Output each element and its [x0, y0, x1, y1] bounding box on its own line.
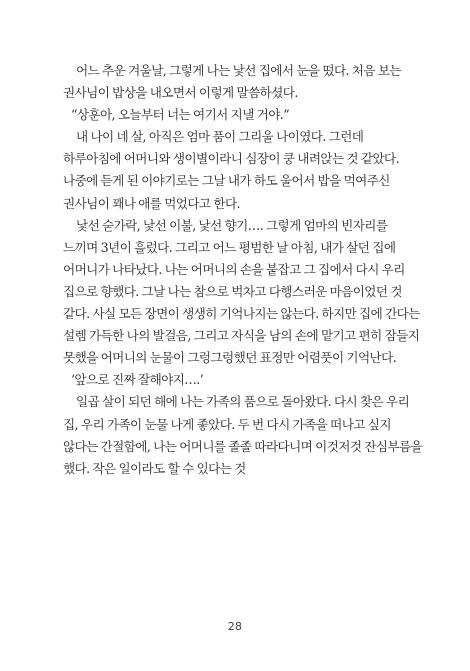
- paragraph-4: 낯선 숟가락, 낯선 이불, 낯선 향기…. 그렇게 엄마의 빈자리를 느끼며 3년이 흘렀다. 그리고 어느 평범한 날 아침, 내가 살던 집에 어머니가 나타났다. 나는 어머니의 손을 붙잡고 그 집에서 다시 우리 집으로 향했다. 그날 나는 참으로 벅차고 다행스러운 마음이었던 것 같다. 사실 모든 장면이 생생히 기억나지는 않는다. 하지만 집에 간다는 설렘 가득한 나의 발걸음, 그리고 자식을 남의 손에 맡기고 편히 잠들지 못했을 어머니의 눈물이 그렁그렁했던 표정만 어렴풋이 기억난다.: [63, 217, 420, 366]
- paragraph-2-dialogue: “상훈아, 오늘부터 너는 여기서 지낼 거야.”: [71, 107, 290, 123]
- body-text: [63, 60, 423, 480]
- paragraph-1: 어느 추운 겨울날, 그렇게 나는 낯선 집에서 눈을 떴다. 처음 보는 권사님이 밥상을 내오면서 이렇게 말씀하셨다.: [63, 63, 401, 101]
- paragraph-5-thought: ‘앞으로 진짜 잘해야지….’: [71, 372, 204, 388]
- paragraph-3: 내 나이 네 살, 아직은 엄마 품이 그리울 나이였다. 그런데 하루아침에 어머니와 생이별이라니 심장이 쿵 내려앉는 것 같았다. 나중에 듣게 된 이야기로는 그날 내가 하도 울어서 밥을 먹여주신 권사님이 꽤나 애를 먹었다고 한다.: [63, 129, 399, 211]
- paragraph-6: 일곱 살이 되던 해에 나는 가족의 품으로 돌아왔다. 다시 찾은 우리 집, 우리 가족이 눈물 나게 좋았다. 두 번 다시 가족을 떠나고 싶지 않다는 간절함에, 나는 어머니를 졸졸 따라다니며 이것저것 잔심부름을 했다. 작은 일이라도 할 수 있다는 것: [63, 394, 423, 476]
- page-number: 28: [227, 620, 243, 633]
